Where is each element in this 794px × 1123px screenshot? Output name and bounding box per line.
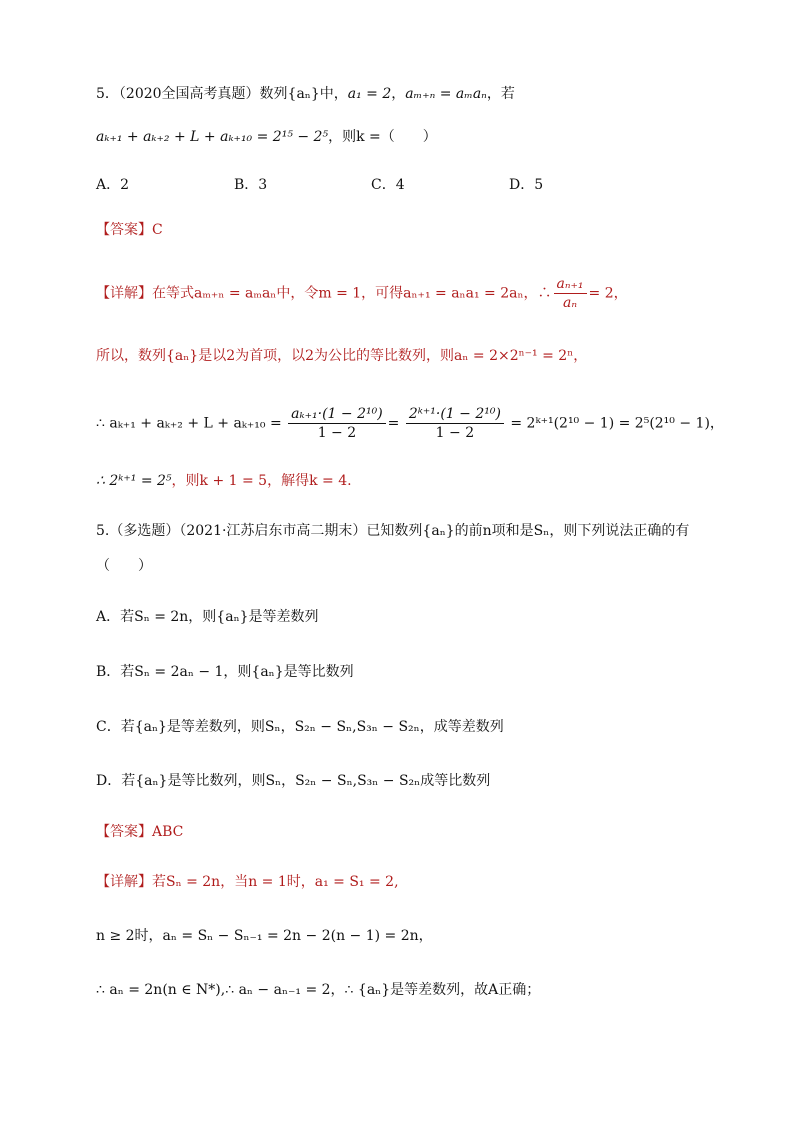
q2-option-c: C．若{aₙ}是等差数列，则Sₙ，S₂ₙ − Sₙ,S₃ₙ − S₂ₙ，成等差数列: [96, 719, 504, 735]
q1-detail-line4: [96, 471, 734, 491]
q1-ratio-denominator: aₙ: [563, 295, 578, 311]
q1-sum-tail: = 2ᵏ⁺¹(2¹⁰ − 1) = 2⁵(2¹⁰ − 1)，: [510, 415, 724, 432]
q2-option-a: A．若Sₙ = 2n，则{aₙ}是等差数列: [96, 609, 319, 625]
q1-option-c: C．4: [371, 177, 405, 193]
q1-solution: ，则k + 1 = 5，解得k = 4.: [171, 473, 352, 489]
q1-detail-line3: ∴ aₖ₊₁ + aₖ₊₂ + L + aₖ₊₁₀ = $\frac{\text{aₖ₊₁·(1 − 2¹⁰)}}{1 - 2}$ = $\frac{\text{2ᵏ⁺¹·(1 − 2¹⁰)}}{1 - 2}$ = 2ᵏ⁺¹(2¹⁰ − 1) = 2⁵(2¹⁰ − 1)，: [96, 406, 724, 441]
q2-detail-line3: ∴ aₙ = 2n(n ∈ N*),∴ aₙ − aₙ₋₁ = 2，∴ {aₙ}是等差数列，故A正确；: [96, 982, 541, 998]
q1-sum-expression: aₖ₊₁ + aₖ₊₂ + L + aₖ₊₁₀ = 2¹⁵ − 2⁵: [96, 129, 329, 145]
q2-option-b: B．若Sₙ = 2aₙ − 1，则{aₙ}是等比数列: [96, 664, 354, 680]
q2-stem: 5.（多选题）（2021·江苏启东市高二期末）已知数列{aₙ}的前n项和是Sₙ，则下列说法正确的有: [96, 523, 690, 539]
q1-option-b: B．3: [234, 177, 268, 193]
q1-answer: 【答案】C: [96, 222, 163, 238]
q1-detail-line2: 所以，数列{aₙ}是以2为首项，以2为公比的等比数列，则aₙ = 2×2ⁿ⁻¹ = 2ⁿ，: [96, 348, 588, 364]
q1-condition-2: aₘ₊ₙ = aₘaₙ: [405, 86, 487, 102]
q1-frac1-denominator: 1 − 2: [317, 425, 357, 441]
q1-stem-line2: [96, 127, 734, 147]
q1-option-a: A．2: [96, 177, 130, 193]
q1-stem: 5．（2020全国高考真题）数列{aₙ}中，a₁ = 2，aₘ₊ₙ = aₘaₙ，若: [96, 86, 515, 102]
q2-detail-label: 【详解】: [96, 874, 152, 890]
q1-frac1-numerator: aₖ₊₁·(1 − 2¹⁰): [288, 405, 386, 424]
q1-option-d: D．5: [509, 177, 544, 193]
q1-ratio-fraction: [554, 275, 587, 312]
q1-frac2-numerator: 2ᵏ⁺¹·(1 − 2¹⁰): [406, 405, 504, 424]
q1-stem-suffix: ，若: [486, 86, 515, 102]
q2-answer: 【答案】ABC: [96, 824, 184, 840]
q1-detail-tail1: = 2，: [588, 285, 628, 302]
q1-detail-label: 【详解】: [96, 285, 152, 302]
q1-stem-prefix: 5．（2020全国高考真题）数列{aₙ}中，: [96, 86, 348, 102]
q2-detail-line2: n ≥ 2时，aₙ = Sₙ − Sₙ₋₁ = 2n − 2(n − 1) = 2n，: [96, 928, 433, 944]
q2-detail-text1: 若Sₙ = 2n，当n = 1时，a₁ = S₁ = 2,: [152, 874, 399, 890]
q1-detail-line1: [96, 275, 734, 312]
q1-frac2-denominator: 1 − 2: [435, 425, 475, 441]
q1-condition-1: a₁ = 2: [347, 86, 392, 102]
q1-question-tail: ，则k =（ ）: [328, 129, 437, 145]
q2-detail-line1: [96, 872, 734, 892]
q1-detail-text1: 在等式aₘ₊ₙ = aₘaₙ中，令m = 1，可得aₙ₊₁ = aₙa₁ = 2aₙ，∴: [152, 285, 552, 302]
q1-sum-lead: ∴ aₖ₊₁ + aₖ₊₂ + L + aₖ₊₁₀ =: [96, 415, 282, 432]
q1-sum-fraction-2: [406, 405, 504, 442]
q2-stem-line2: （ ）: [96, 558, 152, 574]
q1-exponent-equation: ∴ 2ᵏ⁺¹ = 2⁵: [96, 473, 172, 489]
q1-sum-fraction-1: [288, 405, 386, 442]
q2-option-d: D．若{aₙ}是等比数列，则Sₙ，S₂ₙ − Sₙ,S₃ₙ − S₂ₙ成等比数列: [96, 773, 491, 789]
q1-ratio-numerator: aₙ₊₁: [554, 275, 587, 294]
